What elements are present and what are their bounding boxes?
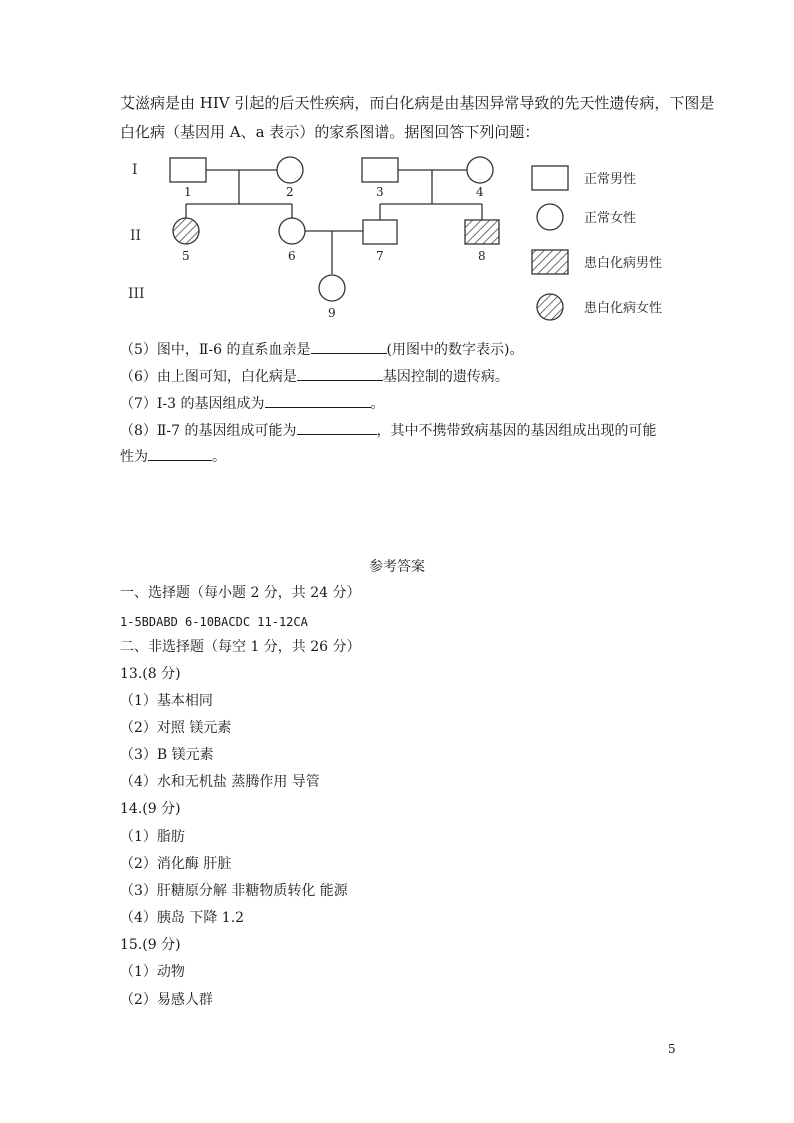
question-6 [120,367,509,386]
answer-blank-5[interactable] [311,340,387,354]
legend-affected-female-label: 患白化病女性 [584,301,663,316]
individual-8-affected-male [465,220,499,244]
label-2: 2 [286,185,294,199]
question-8-suffix: ，其中不携带致病基因的基因组成出现的可能 [376,423,657,439]
legend-affected-male-symbol [532,250,568,274]
legend-normal-male-label: 正常男性 [584,172,637,187]
answer-13-1: （1）基本相同 [120,693,213,709]
question-5-suffix: (用图中的数字表示)。 [386,342,524,358]
answer-15-1: （1）动物 [120,964,185,980]
pedigree-chart [118,150,678,328]
legend-affected-female-symbol [537,294,563,320]
question-8-line2-text: 性为 [120,449,148,465]
answer-15-header: 15.(9 分) [120,937,181,953]
answers-title: 参考答案 [369,559,425,575]
label-6: 6 [288,249,296,263]
answer-13-4: （4）水和无机盐 蒸腾作用 导管 [120,774,320,790]
individual-9-female [319,275,345,301]
generation-label-2: II [130,228,142,244]
question-5-text: （5）图中，Ⅱ-6 的直系血亲是 [120,342,311,358]
answer-blank-8a[interactable] [297,421,377,435]
label-3: 3 [376,185,384,199]
generation-label-1: I [132,162,138,178]
answers-multiple-choice: 1-5BDABD 6-10BACDC 11-12CA [120,615,308,629]
answer-15-2: （2）易感人群 [120,992,213,1008]
legend-normal-female-label: 正常女性 [584,211,637,226]
answer-13-3: （3）B 镁元素 [120,747,214,763]
question-7 [120,394,385,413]
question-7-suffix: 。 [370,396,385,412]
intro-line-2: 白化病（基因用 A、a 表示）的家系图谱。据图回答下列问题： [120,123,540,141]
answer-14-4: （4）胰岛 下降 1.2 [120,910,245,926]
question-7-text: （7）Ⅰ-3 的基因组成为 [120,396,265,412]
answer-blank-8b[interactable] [148,447,212,461]
answers-section-2: 二、非选择题（每空 1 分，共 26 分） [120,639,361,655]
label-4: 4 [476,185,484,199]
question-8-line2-suffix: 。 [212,449,226,465]
answer-14-2: （2）消化酶 肝脏 [120,856,232,872]
answer-blank-6[interactable] [297,367,383,381]
question-6-text: （6）由上图可知，白化病是 [120,369,297,385]
answers-section-1: 一、选择题（每小题 2 分，共 24 分） [120,585,361,601]
label-1: 1 [184,185,192,199]
individual-4-female [467,157,493,183]
label-8: 8 [478,249,486,263]
question-6-suffix: 基因控制的遗传病。 [382,369,509,385]
individual-6-female [279,218,305,244]
answer-blank-7[interactable] [265,394,371,408]
generation-label-3: III [128,286,145,302]
legend-normal-female-symbol [537,204,563,230]
question-8-cont [120,447,226,466]
answer-14-header: 14.(9 分) [120,801,181,817]
individual-1-male [170,158,206,182]
legend-affected-male-label: 患白化病男性 [584,256,663,271]
legend-normal-male-symbol [532,166,568,190]
label-5: 5 [182,249,190,263]
page-number: 5 [668,1042,676,1056]
individual-3-male [362,158,398,182]
label-7: 7 [376,249,384,263]
answer-13-2: （2）对照 镁元素 [120,720,232,736]
individual-2-female [277,157,303,183]
answer-13-header: 13.(8 分) [120,666,181,682]
question-8-text: （8）Ⅱ-7 的基因组成可能为 [120,423,297,439]
individual-5-affected-female [173,218,199,244]
answer-14-1: （1）脂肪 [120,829,185,845]
question-5 [120,340,523,359]
answer-14-3: （3）肝糖原分解 非糖物质转化 能源 [120,883,348,899]
label-9: 9 [328,306,336,320]
question-8 [120,421,657,440]
intro-line-1: 艾滋病是由 HIV 引起的后天性疾病，而白化病是由基因异常导致的先天性遗传病，下图是 [120,94,715,112]
individual-7-male [363,220,397,244]
